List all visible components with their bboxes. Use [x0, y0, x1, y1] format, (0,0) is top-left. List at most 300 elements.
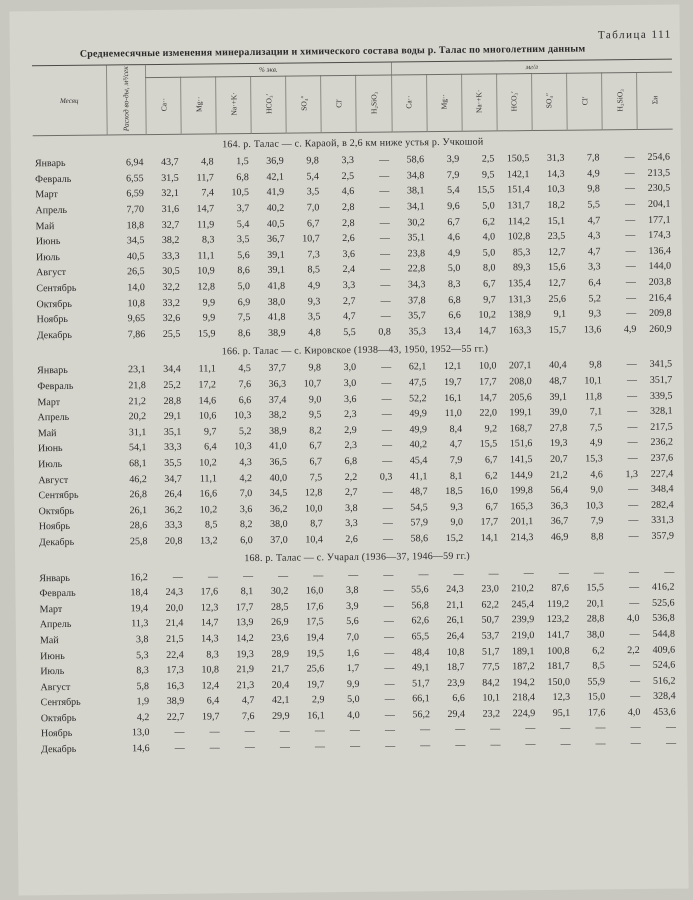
value-cell: 8,2	[309, 425, 322, 437]
value-cell: 14,3	[201, 633, 219, 645]
value-cell: 1,5	[236, 156, 249, 168]
month-cell: Декабрь	[41, 743, 77, 756]
value-cell: 136,4	[648, 245, 671, 257]
value-cell: 9,1	[553, 308, 567, 321]
value-cell: 9,8	[587, 183, 600, 195]
value-cell: 10,7	[303, 378, 322, 390]
value-cell: 3,8	[135, 634, 149, 646]
value-cell: 0,3	[379, 471, 393, 483]
value-cell: 9,7	[203, 426, 217, 438]
value-cell: —	[174, 727, 185, 739]
value-cell: 6,4	[206, 695, 220, 707]
mg-col-header: Mg··	[426, 74, 462, 131]
value-cell: 10,6	[198, 410, 217, 422]
value-cell: 8,6	[237, 327, 251, 339]
value-cell: 19,4	[306, 632, 324, 644]
value-cell: 245,4	[511, 598, 535, 611]
value-cell: 3,6	[239, 503, 253, 515]
value-cell: 10,2	[199, 504, 218, 516]
value-cell: —	[625, 261, 636, 273]
value-cell: —	[379, 217, 390, 229]
value-cell: 4,9	[587, 168, 600, 180]
value-cell: 236,2	[650, 436, 673, 449]
value-cell: 239,9	[511, 614, 535, 626]
value-cell: 341,5	[649, 359, 673, 371]
value-cell: 16,0	[480, 485, 498, 497]
value-cell: —	[383, 584, 394, 596]
value-cell: 25,6	[306, 663, 325, 675]
section-title: 164. р. Талас — с. Караой, в 2,6 км ниже устья р. Учкошой	[222, 136, 484, 150]
value-cell: 14,7	[200, 617, 219, 629]
value-cell: 4,6	[447, 232, 461, 244]
value-cell: 33,3	[161, 250, 180, 262]
value-cell: 17,6	[200, 586, 219, 598]
value-cell: 2,5	[341, 170, 355, 182]
value-cell: 168,7	[509, 422, 533, 435]
value-cell: 12,8	[304, 487, 323, 499]
value-cell: —	[380, 295, 391, 307]
value-cell: 36,5	[269, 456, 287, 468]
value-cell: 84,2	[482, 677, 500, 689]
value-cell: 51,7	[481, 645, 500, 658]
value-cell: —	[418, 568, 429, 580]
value-cell: 6,8	[344, 455, 358, 468]
value-cell: 3,5	[306, 186, 320, 198]
value-cell: 41,8	[267, 280, 286, 292]
value-cell: 39,0	[549, 406, 568, 419]
value-cell: —	[383, 600, 394, 612]
value-cell: 8,5	[307, 264, 321, 276]
value-cell: 9,5	[481, 169, 495, 181]
value-cell: —	[244, 742, 255, 754]
value-cell: 14,7	[196, 203, 215, 215]
value-cell: —	[626, 308, 637, 320]
value-cell: 48,7	[549, 375, 567, 387]
value-cell: —	[625, 245, 636, 257]
value-cell: 26,1	[446, 615, 465, 627]
value-cell: 35,1	[407, 232, 426, 244]
value-cell: 16,3	[166, 680, 185, 692]
month-cell: Февраль	[35, 173, 72, 186]
value-cell: 1,6	[346, 647, 360, 659]
value-cell: 6,7	[309, 456, 323, 468]
value-cell: 31,6	[161, 203, 180, 216]
value-cell: 34,3	[407, 279, 426, 291]
value-cell: —	[629, 660, 640, 672]
value-cell: 20,1	[586, 598, 605, 610]
value-cell: —	[379, 170, 390, 182]
pct-col-header: Mg··	[181, 77, 217, 134]
value-cell: 9,9	[202, 297, 216, 309]
value-cell: 151,6	[509, 438, 533, 450]
value-cell: 8,8	[590, 531, 604, 543]
pct-col-header: Ca··	[146, 77, 182, 134]
value-cell: 38,1	[406, 185, 425, 197]
value-cell: 15,0	[587, 691, 606, 703]
value-cell: —	[629, 628, 640, 640]
value-cell: —	[382, 502, 393, 514]
value-cell: —	[455, 724, 466, 736]
value-cell: 7,5	[309, 471, 323, 483]
value-cell: —	[279, 726, 290, 738]
month-header: Месяц	[32, 65, 107, 136]
value-cell: 14,2	[236, 632, 254, 645]
pct-group-header: % экв.	[145, 62, 391, 78]
value-cell: —	[630, 675, 641, 687]
value-cell: 33,3	[163, 442, 182, 454]
value-cell: —	[490, 739, 501, 751]
value-cell: 32,1	[161, 188, 179, 200]
value-cell: 7,9	[590, 515, 604, 527]
value-cell: 38,0	[270, 519, 288, 531]
value-cell: 5,4	[446, 185, 460, 197]
value-cell: 27,8	[549, 422, 568, 434]
value-cell: 2,9	[344, 424, 357, 436]
value-cell: 31,5	[161, 172, 179, 184]
value-cell: 36,3	[268, 378, 287, 390]
value-cell: 35,5	[164, 457, 182, 469]
value-cell: 4,7	[587, 246, 601, 258]
value-cell: 2,6	[345, 533, 358, 545]
value-cell: 9,8	[306, 155, 319, 167]
value-cell: —	[313, 569, 324, 581]
value-cell: —	[665, 722, 676, 734]
value-cell: —	[626, 292, 637, 304]
value-cell: 6,8	[448, 294, 461, 306]
value-cell: 31,3	[546, 153, 565, 165]
value-cell: 187,2	[512, 661, 535, 673]
value-cell: 40,2	[409, 439, 428, 451]
value-cell: 32,2	[162, 281, 180, 293]
value-cell: —	[455, 739, 466, 751]
month-cell: Декабрь	[38, 536, 75, 549]
value-cell: 24,3	[165, 586, 184, 599]
value-cell: 7,0	[346, 631, 359, 643]
value-cell: 138,9	[508, 309, 532, 321]
value-cell: 38,0	[586, 629, 605, 641]
value-cell: —	[383, 569, 394, 581]
value-cell: 7,5	[589, 422, 603, 434]
value-cell: 16,2	[130, 571, 148, 583]
value-cell: 34,7	[164, 473, 182, 485]
pct-col-header: Na·+K·	[216, 77, 252, 134]
value-cell: —	[628, 515, 639, 527]
value-cell: 66,1	[412, 693, 430, 705]
value-cell: —	[630, 722, 641, 734]
value-cell: 6,0	[240, 534, 253, 547]
value-cell: 217,5	[650, 421, 673, 433]
value-cell: 4,9	[589, 437, 603, 449]
value-cell: 8,3	[201, 234, 215, 246]
value-cell: 8,6	[237, 265, 250, 277]
value-cell: 20,7	[550, 453, 568, 465]
month-cell: Август	[36, 267, 67, 279]
value-cell: 55,6	[411, 584, 429, 596]
section-title: 168. р. Талас — с. Учарал (1936—37, 1946—59 гг.)	[244, 550, 470, 564]
value-cell: 189,1	[511, 645, 535, 657]
value-cell: 85,3	[512, 246, 531, 259]
value-cell: 48,4	[411, 646, 430, 658]
value-cell: 15,3	[585, 453, 603, 465]
value-cell: 40,2	[266, 202, 285, 214]
value-cell: 57,9	[410, 517, 428, 529]
value-cell: —	[593, 566, 604, 578]
value-cell: 10,1	[482, 692, 500, 704]
value-cell: 4,0	[626, 613, 640, 625]
value-cell: 14,7	[478, 325, 497, 337]
value-cell: 54,1	[128, 442, 147, 454]
value-cell: 54,5	[410, 501, 428, 514]
value-cell: 10,8	[201, 664, 220, 676]
value-cell: —	[209, 726, 220, 738]
value-cell: 1,3	[625, 468, 638, 480]
value-cell: 18,8	[126, 219, 145, 231]
value-cell: 4,6	[590, 468, 603, 481]
value-cell: 3,7	[236, 203, 250, 215]
value-cell: 23,5	[547, 230, 566, 243]
value-cell: 35,1	[163, 426, 182, 438]
value-cell: 208,0	[509, 376, 532, 388]
value-cell: 8,5	[592, 660, 605, 672]
value-cell: —	[381, 439, 393, 452]
value-cell: 3,3	[345, 518, 358, 530]
month-cell: Март	[37, 396, 61, 408]
value-cell: 17,6	[587, 707, 606, 719]
value-cell: 14,7	[479, 392, 497, 404]
value-cell: 7,86	[127, 328, 146, 341]
month-cell: Февраль	[37, 380, 74, 393]
month-cell: Май	[35, 220, 55, 232]
value-cell: —	[314, 741, 326, 753]
value-cell: 23,1	[128, 364, 146, 376]
value-cell: 0,8	[378, 326, 391, 338]
value-cell: 163,3	[508, 324, 532, 337]
month-cell: Июль	[40, 666, 65, 678]
month-cell: Июнь	[37, 443, 63, 455]
value-cell: 6,4	[204, 441, 217, 453]
value-cell: —	[626, 359, 637, 371]
value-cell: 5,6	[237, 249, 250, 262]
value-cell: 12,7	[547, 246, 566, 258]
value-cell: 16,1	[307, 710, 325, 722]
value-cell: 28,9	[271, 648, 289, 660]
value-cell: 10,2	[478, 309, 496, 321]
value-cell: 5,0	[447, 263, 461, 275]
month-cell: Январь	[37, 365, 68, 377]
value-cell: 201,1	[510, 516, 534, 528]
value-cell: —	[384, 709, 395, 721]
value-cell: 10,8	[446, 646, 465, 658]
value-cell: 9,3	[307, 295, 321, 308]
value-cell: 15,5	[477, 184, 495, 197]
value-cell: —	[624, 167, 635, 179]
value-cell: 3,3	[588, 261, 601, 273]
value-cell: 5,5	[343, 326, 356, 338]
value-cell: 15,6	[548, 262, 566, 274]
value-cell: 3,3	[341, 155, 354, 167]
value-cell: 5,2	[588, 292, 602, 305]
value-cell: 36,7	[267, 233, 285, 246]
value-cell: 56,2	[412, 709, 431, 721]
value-cell: 23,8	[407, 248, 426, 260]
value-cell: 13,2	[200, 535, 218, 547]
value-cell: 37,8	[408, 294, 426, 307]
value-cell: 30,5	[162, 266, 180, 278]
value-cell: —	[244, 726, 255, 738]
value-cell: 15,5	[586, 582, 605, 594]
value-cell: —	[379, 248, 391, 260]
value-cell: —	[349, 725, 360, 737]
value-cell: —	[350, 740, 361, 753]
value-cell: 50,7	[481, 614, 500, 626]
value-cell: 33,2	[162, 297, 181, 309]
value-cell: 51,7	[412, 677, 430, 690]
value-cell: —	[490, 723, 501, 736]
value-cell: 7,6	[238, 379, 252, 391]
value-cell: 2,6	[342, 233, 355, 245]
value-cell: —	[174, 742, 185, 754]
value-cell: —	[380, 279, 391, 291]
value-cell: 2,8	[341, 202, 355, 214]
month-cell: Июнь	[40, 650, 65, 662]
value-cell: 11,0	[444, 408, 462, 420]
value-cell: —	[209, 742, 220, 754]
value-cell: 21,5	[165, 633, 184, 645]
value-cell: 23,2	[482, 708, 501, 720]
value-cell: 2,5	[481, 153, 495, 165]
value-cell: 15,2	[445, 532, 464, 544]
value-cell: 62,1	[408, 361, 427, 373]
value-cell: 13,4	[443, 325, 462, 337]
value-cell: 9,3	[450, 501, 463, 513]
value-cell: —	[381, 424, 392, 436]
value-cell: 12,4	[201, 680, 220, 692]
value-cell: —	[385, 740, 396, 752]
value-cell: 34,5	[126, 235, 145, 247]
value-cell: 9,8	[589, 359, 602, 371]
value-cell: 3,9	[346, 600, 359, 612]
value-cell: 8,3	[136, 665, 149, 677]
value-cell: 10,0	[478, 360, 497, 373]
value-cell: —	[384, 693, 395, 705]
value-cell: 6,7	[447, 216, 460, 228]
value-cell: 4,7	[343, 311, 356, 323]
value-cell: —	[380, 310, 391, 322]
value-cell: —	[278, 570, 289, 582]
value-cell: 9,65	[127, 313, 146, 325]
value-cell: 328,4	[653, 690, 676, 703]
value-cell: —	[628, 499, 639, 511]
month-cell: Ноябрь	[40, 728, 73, 740]
value-cell: —	[381, 377, 392, 389]
month-cell: Июнь	[35, 236, 61, 248]
value-cell: 2,8	[342, 217, 355, 229]
value-cell: 8,2	[239, 519, 253, 531]
value-cell: 5,0	[482, 247, 496, 259]
month-cell: Ноябрь	[36, 314, 68, 326]
value-cell: 26,8	[129, 489, 148, 501]
value-cell: 40,0	[269, 472, 288, 484]
value-cell: 203,8	[648, 276, 672, 288]
mg-col-header: Na·+K·	[461, 74, 497, 131]
value-cell: 12,3	[200, 602, 219, 614]
value-cell: 6,94	[125, 157, 144, 169]
value-cell: 16,0	[305, 585, 324, 597]
value-cell: 32,6	[162, 312, 181, 325]
value-cell: 17,5	[306, 616, 324, 628]
value-cell: 21,1	[446, 599, 464, 611]
value-cell: 26,5	[127, 266, 145, 278]
value-cell: 21,3	[236, 679, 255, 691]
value-cell: 19,4	[130, 602, 149, 615]
value-cell: 42,1	[271, 694, 290, 707]
value-cell: —	[207, 570, 219, 583]
value-cell: 9,7	[483, 294, 496, 306]
value-cell: 339,5	[649, 390, 673, 402]
table-title: Среднемесячные изменения минерализации и химического состава воды р. Талас по многолетним данным	[79, 43, 586, 60]
value-cell: 9,6	[447, 200, 460, 213]
value-cell: 68,1	[129, 458, 147, 470]
month-cell: Январь	[34, 158, 66, 170]
value-cell: 37,7	[268, 363, 287, 375]
value-cell: 23,0	[481, 583, 499, 595]
month-cell: Август	[40, 681, 71, 693]
value-cell: 49,9	[409, 423, 428, 436]
value-cell: —	[383, 615, 394, 627]
value-cell: 4,8	[308, 327, 321, 339]
value-cell: 331,3	[651, 514, 674, 527]
value-cell: 119,2	[546, 598, 570, 610]
value-cell: 9,3	[588, 308, 602, 320]
value-cell: —	[314, 725, 325, 737]
value-cell: 49,9	[409, 408, 427, 420]
value-cell: 11,1	[197, 250, 215, 262]
value-cell: 10,4	[305, 534, 323, 546]
value-cell: 38,9	[166, 696, 185, 708]
value-cell: 15,1	[547, 215, 566, 227]
value-cell: 21,9	[236, 664, 255, 676]
value-cell: 5,5	[587, 199, 601, 211]
value-cell: 199,1	[509, 407, 533, 419]
value-cell: 41,9	[266, 187, 285, 199]
value-cell: 123,2	[546, 614, 570, 626]
value-cell: 7,4	[201, 187, 215, 200]
mg-col-header: SO₄″	[531, 73, 567, 130]
value-cell: —	[630, 691, 641, 703]
value-cell: 8,0	[482, 262, 496, 275]
value-cell: 14,1	[480, 532, 499, 544]
value-cell: 6,2	[482, 216, 496, 228]
value-cell: —	[379, 186, 390, 198]
value-cell: 62,2	[481, 599, 500, 611]
value-cell: 7,1	[589, 406, 603, 418]
value-cell: 10,9	[197, 265, 215, 278]
value-cell: 4,9	[623, 323, 637, 335]
value-cell: 20,8	[164, 535, 183, 547]
mg-col-header: Σи	[637, 72, 673, 129]
value-cell: 6,6	[448, 310, 461, 322]
value-cell: 41,1	[409, 470, 428, 482]
value-cell: —	[381, 408, 392, 420]
value-cell: 114,2	[507, 215, 531, 227]
value-cell: 544,8	[652, 628, 676, 640]
value-cell: —	[628, 484, 639, 496]
value-cell: 15,5	[479, 438, 498, 451]
value-cell: 4,9	[447, 247, 461, 259]
value-cell: 453,6	[653, 706, 676, 718]
value-cell: —	[627, 406, 638, 418]
value-cell: 12,3	[552, 691, 571, 704]
